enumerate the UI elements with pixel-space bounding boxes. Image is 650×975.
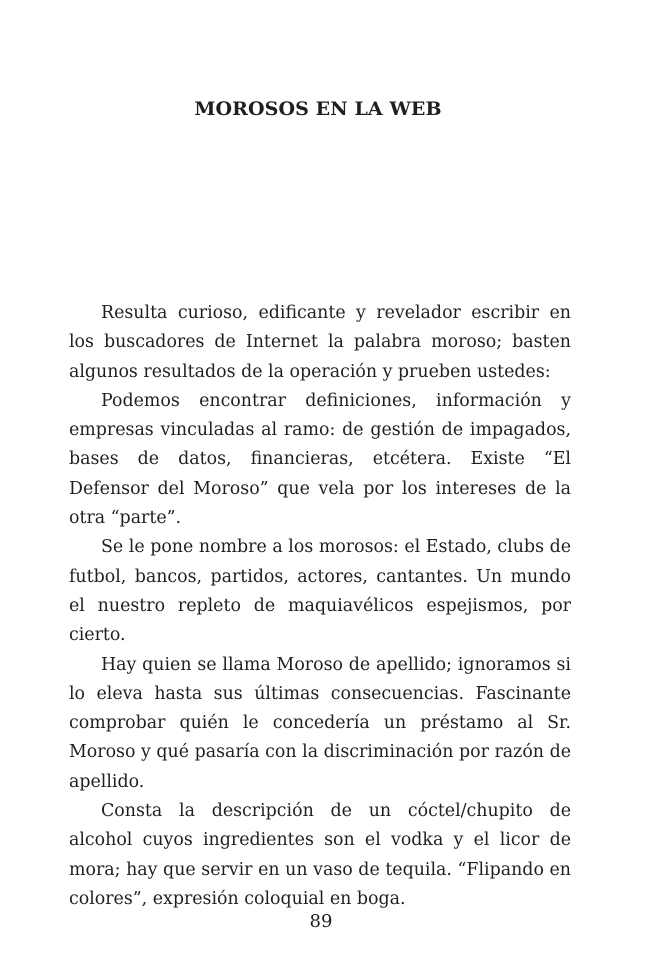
chapter-title: MOROSOS EN LA WEB — [194, 98, 442, 120]
paragraph: Hay quien se llama Moroso de apellido; ignoramos si lo eleva hasta sus últimas consecuencias. Fascinante comprobar quién le concedería un préstamo al Sr. Moroso y qué pasaría con la discriminación por razón de apellido. — [69, 654, 571, 792]
page-number: 89 — [309, 911, 333, 932]
paragraph: Consta la descripción de un cóctel/chupito de alcohol cuyos ingredientes son el vodka y el licor de mora; hay que servir en un vaso de tequila. “Flipando en colores”, expresión coloquial en boga. — [69, 801, 571, 909]
paragraph: Podemos encontrar definiciones, información y empresas vinculadas al ramo: de gestión de impagados, bases de datos, financieras, etcétera. Existe “El Defensor del Moroso” que vela por los intereses de la otra “parte”. — [69, 390, 571, 529]
paragraph: Resulta curioso, edificante y revelador escribir en los buscadores de Internet la palabra moroso; basten algunos resultados de la operación y prueben ustedes: — [69, 303, 571, 382]
paragraph: Se le pone nombre a los morosos: el Estado, clubs de futbol, bancos, partidos, actores, cantantes. Un mundo el nuestro repleto de maquiavélicos espejismos, por cierto. — [69, 537, 571, 646]
chapter-body — [69, 299, 571, 914]
